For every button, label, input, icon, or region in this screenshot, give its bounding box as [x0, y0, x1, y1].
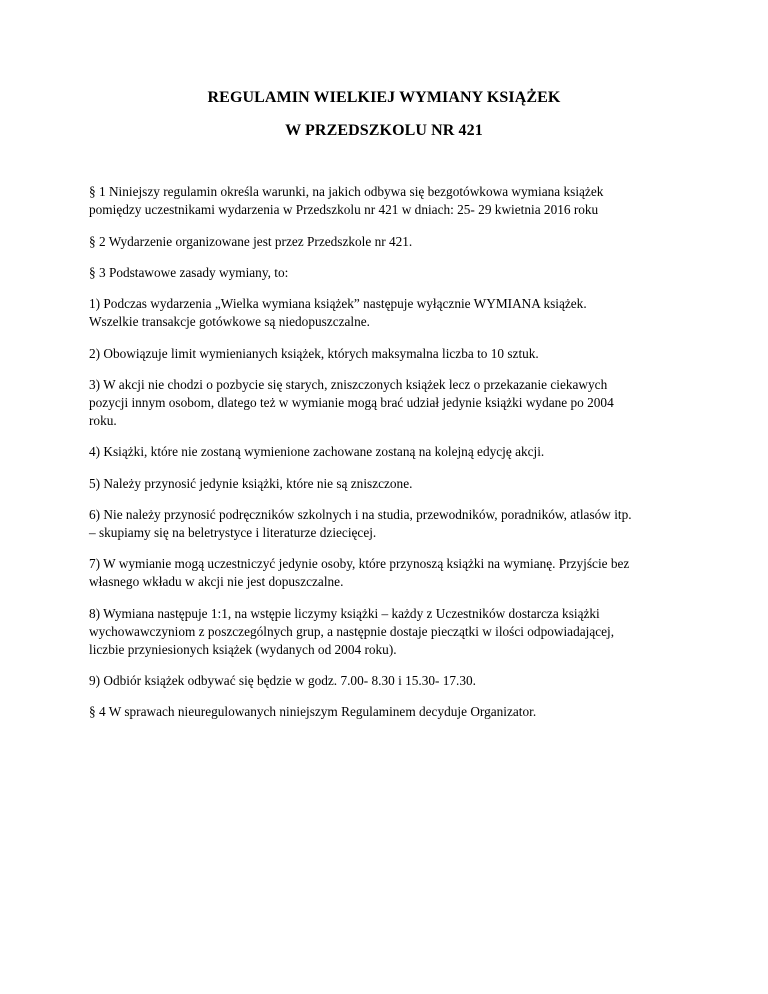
text-line: – skupiamy się na beletrystyce i literaturze dziecięcej. [89, 525, 377, 540]
paragraph-section-4 [89, 703, 689, 721]
text-line: 9) Odbiór książek odbywać się będzie w godz. 7.00- 8.30 i 15.30- 17.30. [89, 673, 476, 688]
text-line: 7) W wymianie mogą uczestniczyć jedynie osoby, które przynoszą książki na wymianę. Przyjście bez [89, 556, 630, 571]
paragraph-rule-1 [89, 295, 689, 331]
text-line: 1) Podczas wydarzenia „Wielka wymiana książek” następuje wyłącznie WYMIANA książek. [89, 296, 587, 311]
text-line: pomiędzy uczestnikami wydarzenia w Przedszkolu nr 421 w dniach: 25- 29 kwietnia 2016 roku [89, 202, 599, 217]
text-line: 2) Obowiązuje limit wymienianych książek, których maksymalna liczba to 10 sztuk. [89, 346, 539, 361]
paragraph-rule-7 [89, 555, 689, 591]
text-line: Wszelkie transakcje gotówkowe są niedopuszczalne. [89, 314, 370, 329]
document-subtitle: W PRZEDSZKOLU NR 421 [285, 122, 483, 139]
text-line: § 4 W sprawach nieuregulowanych niniejszym Regulaminem decyduje Organizator. [89, 704, 537, 719]
text-line: pozycji innym osobom, dlatego też w wymianie mogą brać udział jedynie książki wydane po 2004 [89, 395, 614, 410]
text-line: § 2 Wydarzenie organizowane jest przez Przedszkole nr 421. [89, 234, 413, 249]
paragraph-section-2 [89, 233, 689, 251]
paragraph-section-1 [89, 183, 689, 219]
paragraph-rule-2 [89, 345, 689, 363]
text-line: własnego wkładu w akcji nie jest dopuszczalne. [89, 574, 344, 589]
paragraph-section-3 [89, 264, 689, 282]
text-line: roku. [89, 413, 117, 428]
paragraph-rule-3 [89, 376, 689, 430]
text-line: § 3 Podstawowe zasady wymiany, to: [89, 265, 289, 280]
paragraph-rule-6 [89, 506, 689, 542]
text-line: liczbie przyniesionych książek (wydanych od 2004 roku). [89, 642, 397, 657]
paragraph-rule-9 [89, 672, 689, 690]
text-line: 5) Należy przynosić jedynie książki, które nie są zniszczone. [89, 476, 413, 491]
text-line: wychowawczyniom z poszczególnych grup, a następnie dostaje pieczątki w ilości odpowiadającej, [89, 624, 615, 639]
document-title: REGULAMIN WIELKIEJ WYMIANY KSIĄŻEK [207, 89, 561, 106]
text-line: 3) W akcji nie chodzi o pozbycie się starych, zniszczonych książek lecz o przekazanie ciekawych [89, 377, 608, 392]
text-line: 8) Wymiana następuje 1:1, na wstępie liczymy książki – każdy z Uczestników dostarcza książki [89, 606, 600, 621]
paragraph-rule-4 [89, 443, 689, 461]
text-line: § 1 Niniejszy regulamin określa warunki, na jakich odbywa się bezgotówkowa wymiana książek [89, 184, 604, 199]
text-line: 4) Książki, które nie zostaną wymienione zachowane zostaną na kolejną edycję akcji. [89, 444, 545, 459]
text-line: 6) Nie należy przynosić podręczników szkolnych i na studia, przewodników, poradników, atlasów itp. [89, 507, 632, 522]
paragraph-rule-8 [89, 605, 689, 659]
paragraph-rule-5 [89, 475, 689, 493]
